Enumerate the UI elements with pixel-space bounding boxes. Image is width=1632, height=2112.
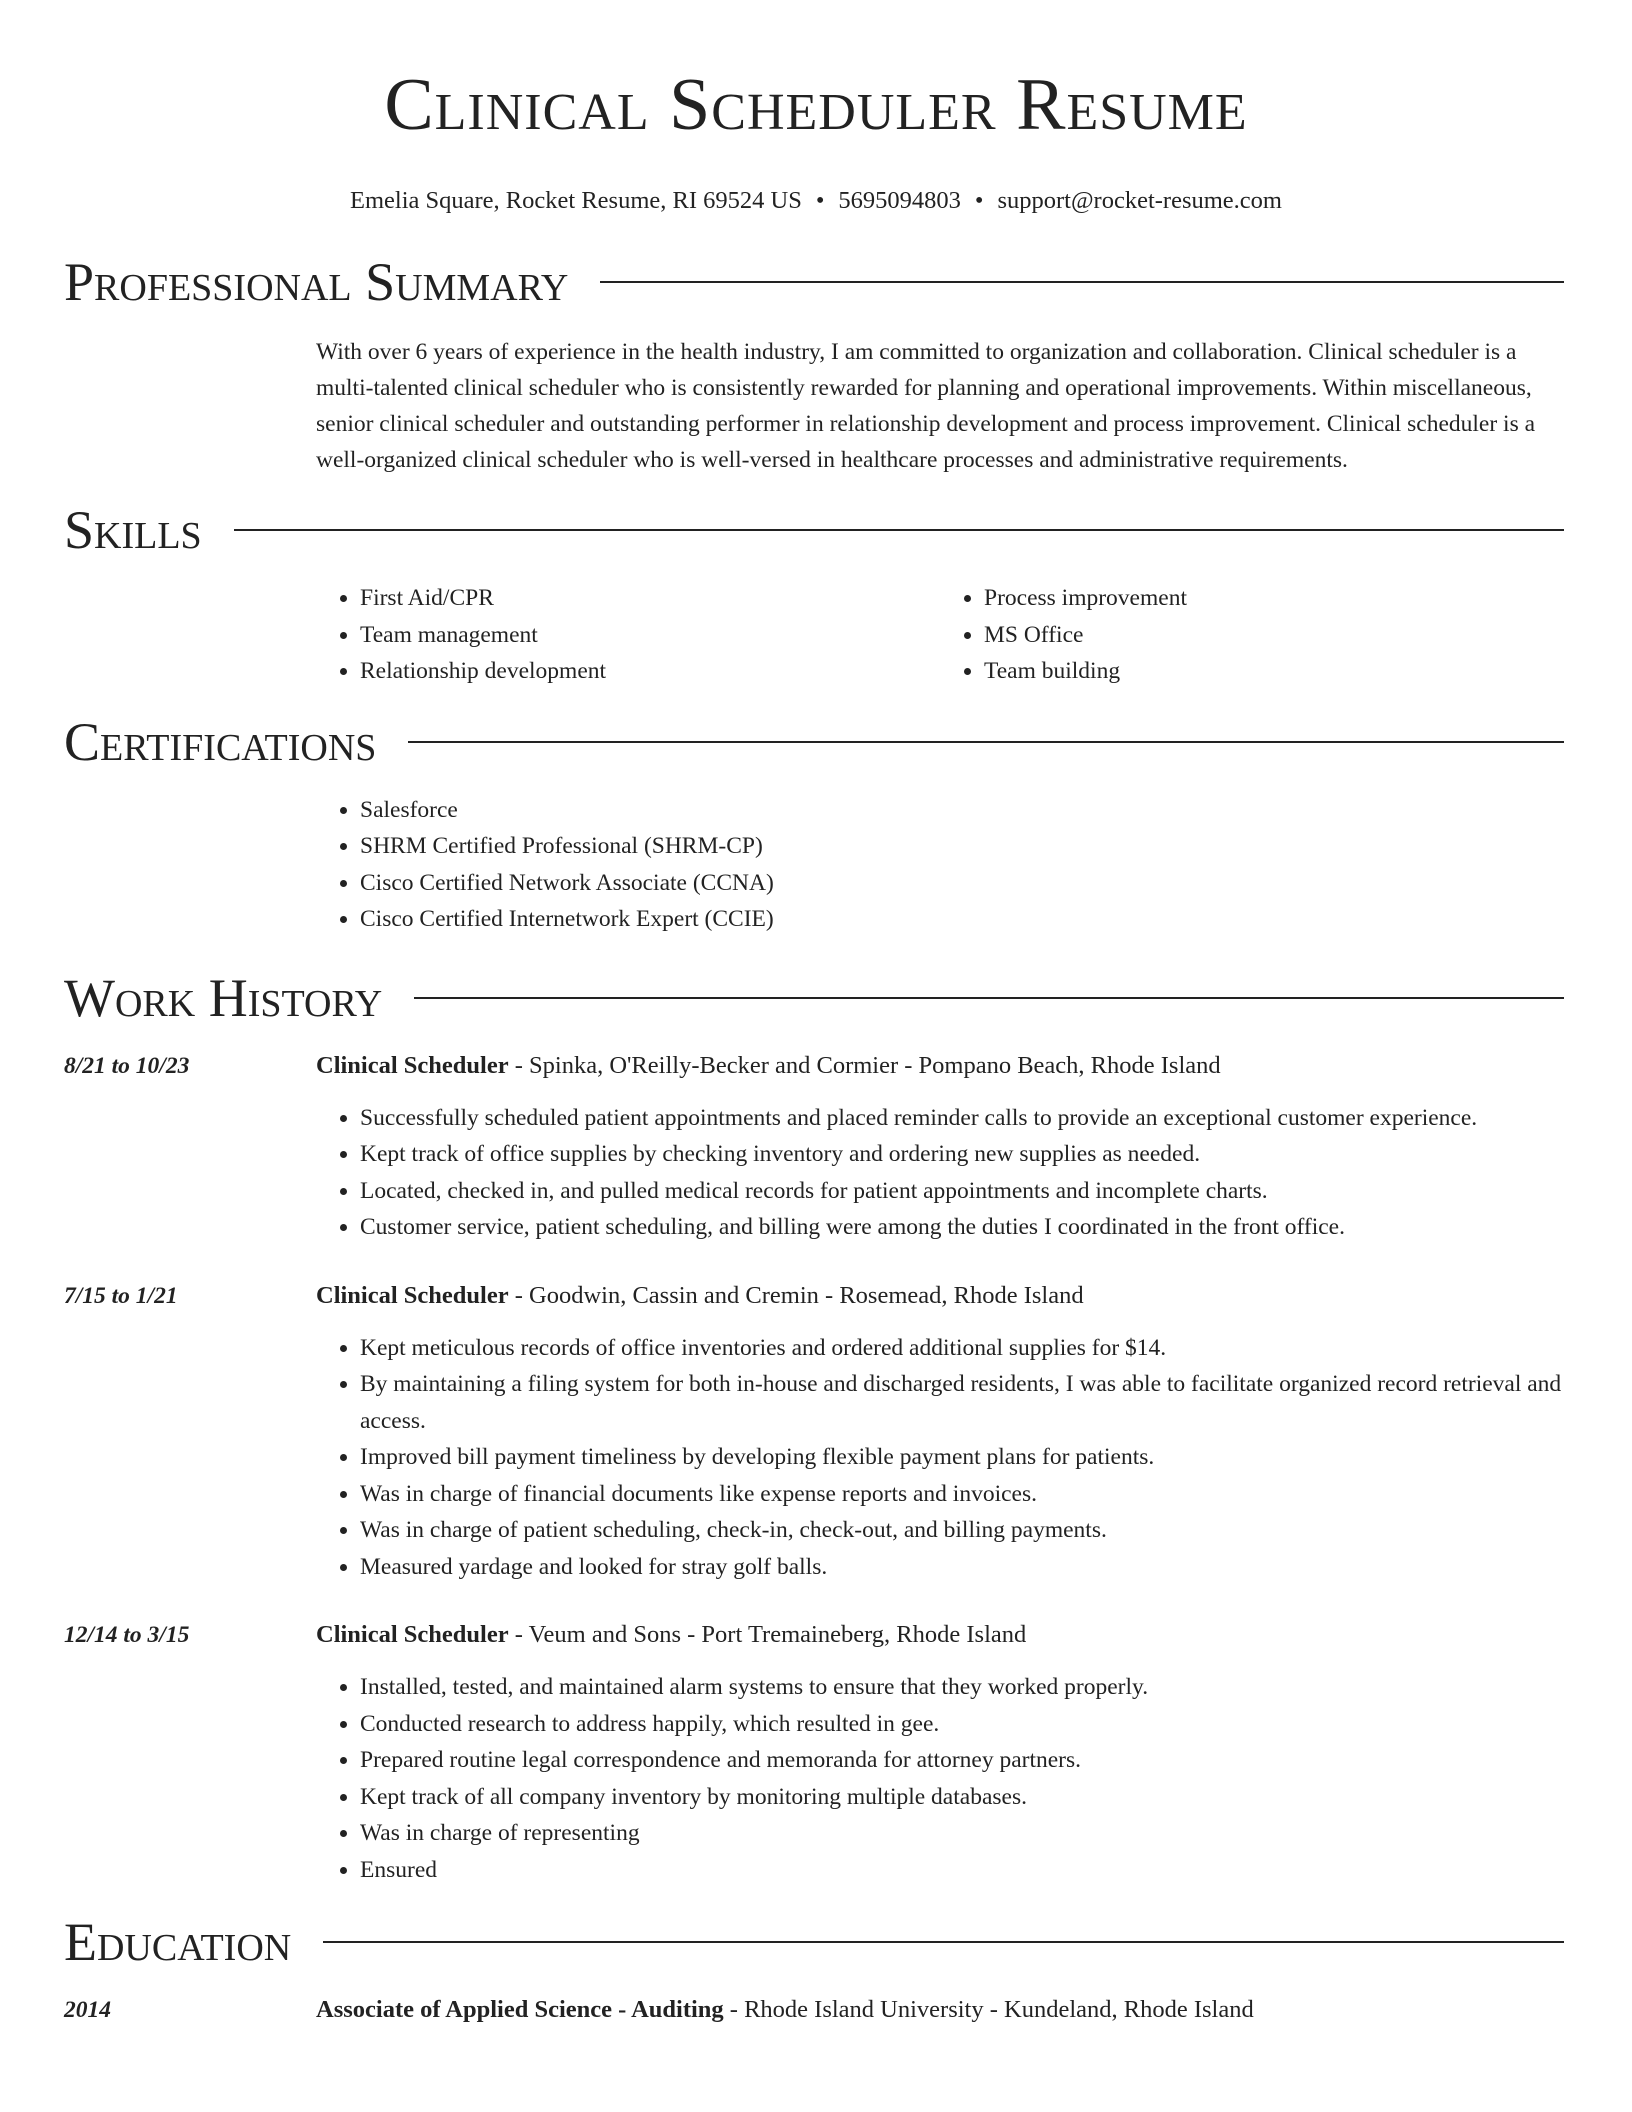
job-body [316,1617,1564,1888]
job-title: Clinical Scheduler [316,1621,509,1648]
job-duties [316,1330,1564,1586]
section-header-education [64,1912,1564,1972]
job-duty: • Was in charge of patient scheduling, check-in, check-out, and billing payments. [360,1512,1564,1549]
job-duty: • Installed, tested, and maintained alarm systems to ensure that they worked properly. [360,1669,1564,1706]
resume-title: Clinical Scheduler Resume [384,64,1248,146]
contact-separator: • [815,187,825,214]
job-employer: - Goodwin, Cassin and Cremin - Rosemead, Rhode Island [508,1281,1084,1309]
education-degree: Associate of Applied Science - Auditing [316,1996,724,2023]
contact-address: Emelia Square, Rocket Resume, RI 69524 US [350,187,802,214]
section-header-work [64,968,1564,1028]
job-heading [316,1617,1564,1653]
section-header-skills [64,500,1564,560]
skill-item: • First Aid/CPR [360,580,940,617]
education-entry [64,1992,1564,2028]
contact-phone: 5695094803 [838,187,961,214]
job-duty: • Was in charge of financial documents like expense reports and invoices. [360,1476,1564,1513]
education-school: - Rhode Island University - Kundeland, Rhode Island [723,1996,1254,2023]
job-duty: • Successfully scheduled patient appointments and placed reminder calls to provide an exceptional customer experience. [360,1100,1564,1137]
certification-item: • Cisco Certified Internetwork Expert (CCIE) [360,901,1564,938]
job-duty: • Conducted research to address happily, which resulted in gee. [360,1706,1564,1743]
skill-item: • Process improvement [984,580,1564,617]
skill-item: • MS Office [984,617,1564,654]
job-duty: • Ensured [360,1852,1564,1889]
job-duty: • Prepared routine legal correspondence and memoranda for attorney partners. [360,1742,1564,1779]
job-duty: • Located, checked in, and pulled medical records for patient appointments and incomplete charts. [360,1173,1564,1210]
job-duty: • Kept meticulous records of office inventories and ordered additional supplies for $14. [360,1330,1564,1367]
education-year: 2014 [64,1997,111,2023]
section-rule [414,997,1564,999]
job-duty: • Kept track of office supplies by checking inventory and ordering new supplies as needed. [360,1136,1564,1173]
skills-content [316,580,1564,690]
skill-item: • Team management [360,617,940,654]
job-duties [316,1100,1564,1246]
section-title-certifications: Certifications [64,711,377,772]
job-employer: - Spinka, O'Reilly-Becker and Cormier - Pompano Beach, Rhode Island [508,1051,1221,1079]
contact-line [0,186,1632,216]
job-heading [316,1048,1564,1084]
job-dates: 8/21 to 10/23 [64,1052,190,1079]
job-title: Clinical Scheduler [316,1051,509,1079]
section-rule [408,741,1564,743]
section-title-skills: Skills [64,500,202,560]
job-heading [316,1278,1564,1314]
job-dates: 12/14 to 3/15 [64,1622,190,1648]
job-entry [64,1278,1564,1586]
section-title-work: Work History [64,967,383,1028]
job-duties [316,1669,1564,1888]
job-entry [64,1617,1564,1888]
section-rule [600,281,1564,283]
section-title-education: Education [64,1912,292,1972]
certification-item: • Salesforce [360,792,1564,829]
job-duty: • Kept track of all company inventory by monitoring multiple databases. [360,1779,1564,1816]
certifications-list [316,792,1564,938]
section-title-summary: Professional Summary [64,252,569,312]
certifications-content [316,792,1564,938]
skill-item: • Team building [984,653,1564,690]
certification-item: • SHRM Certified Professional (SHRM-CP) [360,828,1564,865]
contact-separator: • [974,187,984,214]
job-duty: • Measured yardage and looked for stray golf balls. [360,1549,1564,1586]
skills-list-right [940,580,1564,690]
section-rule [234,529,1564,531]
summary-text: With over 6 years of experience in the health industry, I am committed to organization and collaboration. Clinical scheduler is a multi-talented clinical scheduler who is consistently rewarded for planning and operational improvements. Within miscellaneous, senior clinical scheduler and outstanding performer in relationship development and process improvement. Clinical scheduler is a well-organized clinical scheduler who is well-versed in healthcare processes and administrative requirements. [316,339,1536,473]
skill-item: • Relationship development [360,653,940,690]
job-dates: 7/15 to 1/21 [64,1282,178,1309]
job-body [316,1278,1564,1586]
education-body [316,1992,1564,2028]
job-duty: • Was in charge of representing [360,1815,1564,1852]
certification-item: • Cisco Certified Network Associate (CCNA) [360,865,1564,902]
section-rule [323,1941,1564,1943]
summary-content [316,334,1564,478]
skills-list-left [316,580,940,690]
job-employer: - Veum and Sons - Port Tremaineberg, Rhode Island [508,1621,1027,1648]
section-header-summary [64,252,1564,312]
job-body [316,1048,1564,1246]
section-header-certifications [64,712,1564,772]
job-duty: • By maintaining a filing system for both in-house and discharged residents, I was able to facilitate organized record retrieval and access. [360,1366,1564,1439]
contact-email[interactable]: support@rocket-resume.com [997,187,1282,214]
job-duty: • Improved bill payment timeliness by developing flexible payment plans for patients. [360,1439,1564,1476]
job-duty: • Customer service, patient scheduling, and billing were among the duties I coordinated in the front office. [360,1209,1564,1246]
skills-columns [316,580,1564,690]
education-heading [316,1992,1564,2028]
job-entry [64,1048,1564,1246]
job-title: Clinical Scheduler [316,1281,509,1309]
